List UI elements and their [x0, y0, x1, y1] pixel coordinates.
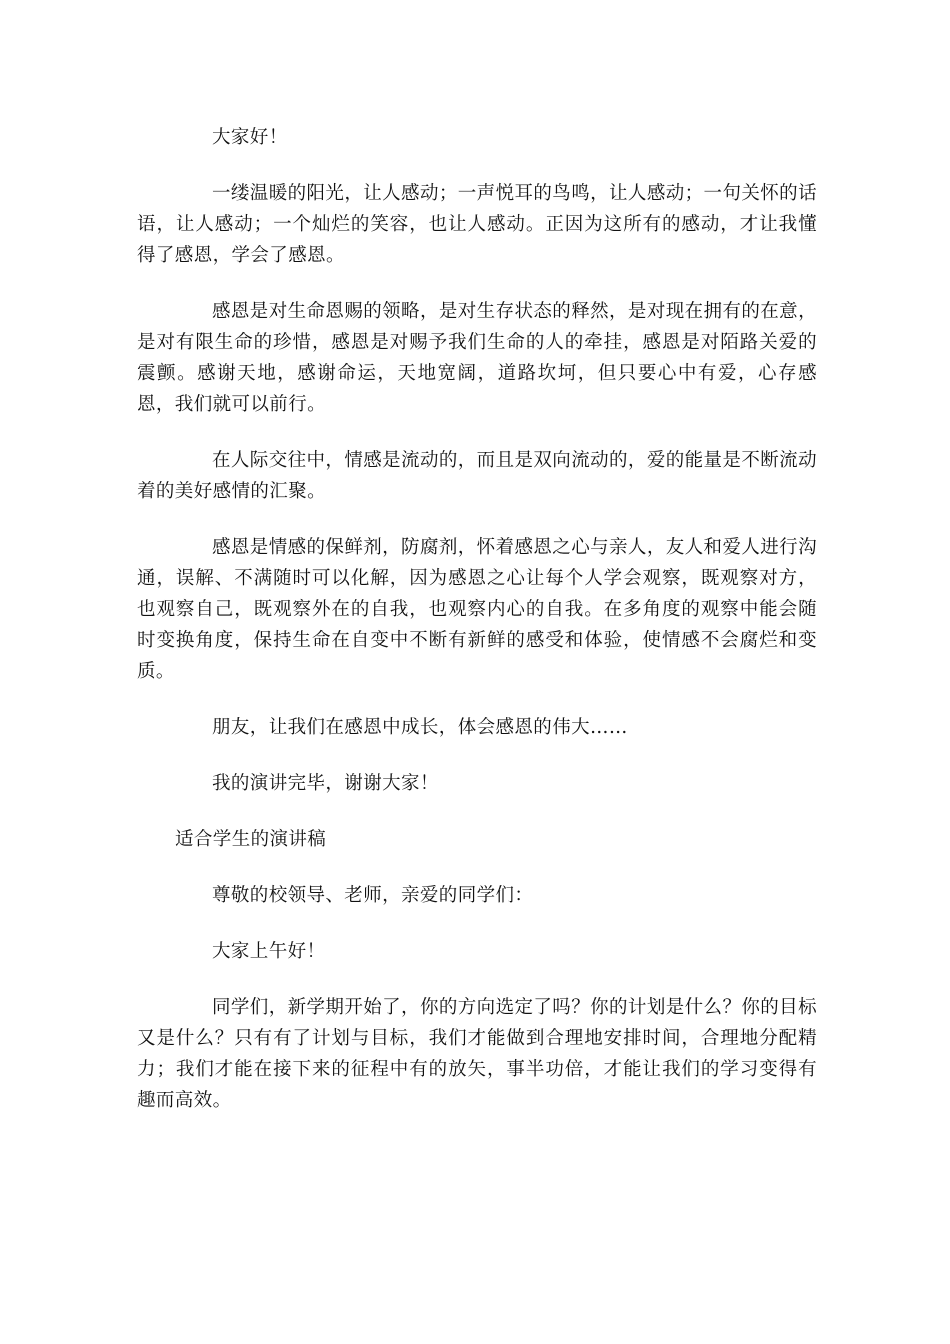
salutation-paragraph: 尊敬的校领导、老师，亲爱的同学们：: [212, 885, 534, 906]
document-body: [137, 122, 817, 1141]
greeting-paragraph: 大家上午好！: [212, 941, 326, 962]
greeting-paragraph: 大家好！: [212, 127, 288, 148]
body-paragraph: 朋友，让我们在感恩中成长，体会感恩的伟大……: [212, 717, 628, 738]
body-paragraph: 在人际交往中，情感是流动的，而且是双向流动的，爱的能量是不断流动着的美好感情的汇聚。: [137, 450, 817, 502]
closing-paragraph: 我的演讲完毕，谢谢大家！: [212, 773, 439, 794]
body-paragraph: 感恩是对生命恩赐的领略，是对生存状态的释然，是对现在拥有的在意，是对有限生命的珍惜，感恩是对赐予我们生命的人的牵挂，感恩是对陌路关爱的震颤。感谢天地，感谢命运，天地宽阔，道路坎坷，但只要心中有爱，心存感恩，我们就可以前行。: [137, 301, 817, 415]
body-paragraph: 同学们，新学期开始了，你的方向选定了吗？你的计划是什么？你的目标又是什么？只有有了计划与目标，我们才能做到合理地安排时间，合理地分配精力；我们才能在接下来的征程中有的放矢，事半功倍，才能让我们的学习变得有趣而高效。: [137, 997, 817, 1111]
section-title: 适合学生的演讲稿: [175, 829, 327, 850]
body-paragraph: 感恩是情感的保鲜剂，防腐剂，怀着感恩之心与亲人，友人和爱人进行沟通，误解、不满随时可以化解，因为感恩之心让每个人学会观察，既观察对方，也观察自己，既观察外在的自我，也观察内心的自我。在多角度的观察中能会随时变换角度，保持生命在自变中不断有新鲜的感受和体验，使情感不会腐烂和变质。: [137, 537, 817, 682]
body-paragraph: 一缕温暖的阳光，让人感动；一声悦耳的鸟鸣，让人感动；一句关怀的话语，让人感动；一个灿烂的笑容，也让人感动。正因为这所有的感动，才让我懂得了感恩，学会了感恩。: [137, 183, 817, 266]
